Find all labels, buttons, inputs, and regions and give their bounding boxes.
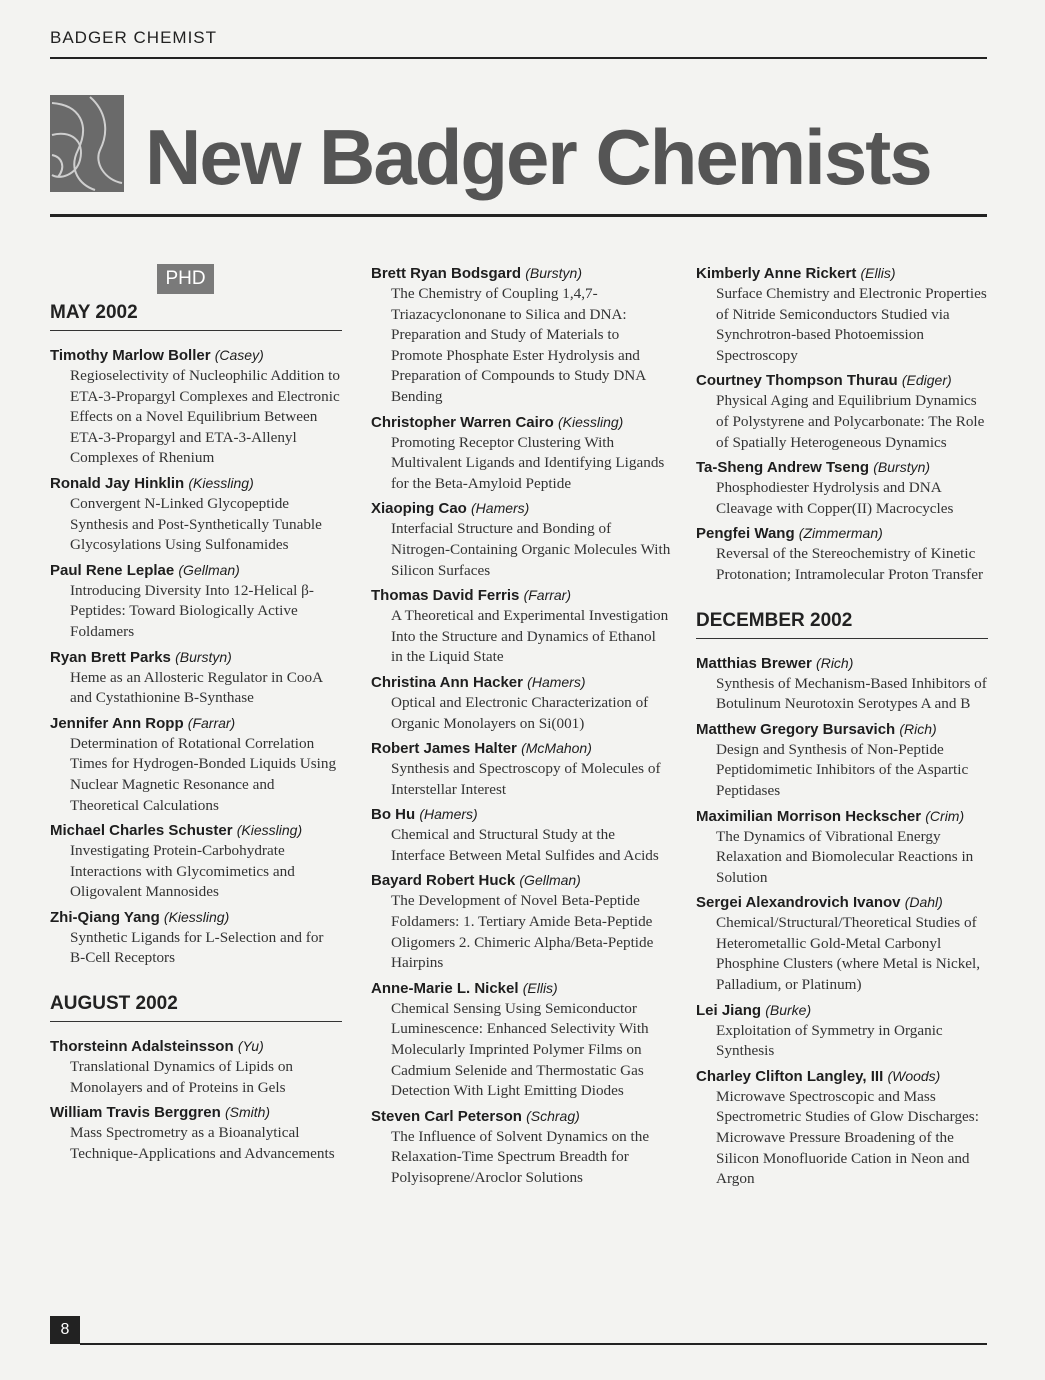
graduate-entry [50,1036,342,1098]
graduate-name-line [371,804,671,825]
thesis-title: Promoting Receptor Clustering With Multivalent Ligands and Identifying Ligands for the Beta-Amyloid Peptide [391,433,665,492]
advisor-name: (Burstyn) [525,265,582,281]
thesis-title: Synthesis and Spectroscopy of Molecules of Interstellar Interest [391,760,661,798]
graduate-name: Bayard Robert Huck [371,872,516,890]
advisor-name: (Burke) [765,1001,812,1018]
graduate-name: Sergei Alexandrovich Ivanov [696,894,901,912]
advisor-name: (Casey) [214,347,264,363]
graduate-name-line [696,1000,988,1021]
bottom-rule [80,1343,987,1345]
advisor-name: (Kiessling) [188,474,254,491]
graduate-entry [371,412,671,495]
section-heading-may: MAY 2002 [50,302,342,331]
thesis-title: Synthesis of Mechanism-Based Inhibitors of Botulinum Neurotoxin Serotypes A and B [716,674,987,713]
graduate-name-line [371,585,671,606]
graduate-name: Zhi-Qiang Yang [50,908,160,926]
advisor-name: (Burstyn) [175,648,232,665]
advisor-name: (Hamers) [471,500,530,517]
graduate-name: Anne-Marie L. Nickel [371,979,519,997]
thesis-title: Convergent N-Linked Glycopeptide Synthesis and Post-Synthetically Tunable Glycosylations Using Sulfonamides [70,494,322,554]
graduate-name: Matthew Gregory Bursavich [696,720,896,738]
graduate-name: Ryan Brett Parks [50,648,171,666]
advisor-name: (Ellis) [860,265,896,281]
title-rule [50,214,987,217]
thesis-title: Determination of Rotational Correlation Times for Hydrogen-Bonded Liquids Using Nuclear Magnetic Resonance and Theoretical Calculations [70,734,337,814]
thesis-title: Phosphodiester Hydrolysis and DNA Cleavage with Copper(II) Macrocycles [716,479,954,517]
graduate-name: Ronald Jay Hinklin [50,474,185,492]
graduate-name-line [50,1102,342,1123]
publication-name: BADGER CHEMIST [50,28,218,47]
thesis-title: Investigating Protein-Carbohydrate Interactions with Glycomimetics and Oligovalent Mannosides [70,842,295,901]
thesis-title: Exploitation of Symmetry in Organic Synthesis [716,1021,943,1060]
graduate-name-line [696,719,988,740]
graduate-name: Pengfei Wang [696,525,795,543]
section-heading-august: AUGUST 2002 [50,993,342,1022]
thesis-title: Optical and Electronic Characterization of Organic Monolayers on Si(001) [391,693,649,732]
phd-badge: PHD [157,264,214,294]
thesis-title: Introducing Diversity Into 12-Helical β-Peptides: Toward Biologically Active Foldamers [70,581,314,640]
graduate-entry [50,647,342,709]
graduate-name-line [50,820,342,841]
thesis-title: Synthetic Ligands for L-Selection and for B-Cell Receptors [70,928,324,967]
thesis-title: Regioselectivity of Nucleophilic Addition to ETA-3-Propargyl Complexes and Electronic Effects on a Novel Equilibrium Between ETA-3-Propargyl and ETA-3-Allenyl Complexes of Rhenium [70,367,340,467]
graduate-entry [50,560,342,643]
graduate-entry [696,892,988,995]
graduate-name-line [371,1106,671,1127]
badger-logo-icon [50,95,124,192]
graduate-entry [696,719,988,802]
graduate-name: Lei Jiang [696,1001,762,1019]
thesis-title: Surface Chemistry and Electronic Properties of Nitride Semiconductors Studied via Synchrotron-based Photoemission Spectroscopy [716,285,987,364]
graduate-entry [50,1102,342,1164]
graduate-name-line [50,907,342,928]
graduate-entry [371,585,671,668]
graduate-name-line [50,560,342,581]
thesis-title: Microwave Spectroscopic and Mass Spectrometric Studies of Glow Discharges: Microwave Pressure Broadening of the Silicon Monofluoride Cation in Neon and Argon [716,1087,979,1188]
advisor-name: (Rich) [816,654,854,671]
graduate-entry [371,498,671,581]
advisor-name: (Dahl) [904,894,943,911]
graduate-entry [371,1106,671,1189]
advisor-name: (Kiessling) [236,822,303,839]
thesis-title: Chemical/Structural/Theoretical Studies of Heterometallic Gold-Metal Carbonyl Phosphine Clusters (where Metal is Nickel, Palladium, or Platinum) [716,914,981,994]
thesis-title: Translational Dynamics of Lipids on Monolayers and of Proteins in Gels [70,1058,294,1096]
graduate-name: Charley Clifton Langley, III [696,1067,884,1085]
thesis-title: A Theoretical and Experimental Investigation Into the Structure and Dynamics of Ethanol in the Liquid State [391,607,669,666]
graduate-name: Brett Ryan Bodsgard [371,265,522,282]
graduate-name-line [696,523,988,544]
graduate-name: Paul Rene Leplae [50,561,175,579]
graduate-entry [371,263,671,408]
advisor-name: (Farrar) [523,587,571,604]
graduate-entry [50,713,342,816]
thesis-title: The Chemistry of Coupling 1,4,7-Triazacyclononane to Silica and DNA: Preparation and Study of Materials to Promote Phosphate Ester Hydrolysis and Preparation of Compounds to Study DNA Bending [391,285,646,405]
advisor-name: (Kiessling) [163,908,230,925]
advisor-name: (Gellman) [178,561,240,578]
advisor-name: (Ediger) [901,372,952,389]
graduate-entry [50,473,342,556]
graduate-name: Christopher Warren Cairo [371,413,554,431]
thesis-title: Reversal of the Stereochemistry of Kinetic Protonation; Intramolecular Proton Transfer [716,545,984,583]
advisor-name: (Smith) [224,1104,271,1121]
graduate-entry [696,523,988,585]
graduate-name-line [50,713,342,734]
graduate-entry [371,804,671,866]
graduate-entry [696,457,988,519]
graduate-name: Robert James Halter [371,740,517,758]
graduate-name: Thorsteinn Adalsteinsson [50,1038,234,1056]
graduate-name-line [371,870,671,891]
graduate-name-line [50,473,342,494]
advisor-name: (Yu) [237,1038,264,1055]
advisor-name: (Ellis) [522,979,558,996]
thesis-title: Heme as an Allosteric Regulator in CooA and Cystathionine B-Synthase [70,668,323,707]
thesis-title: Design and Synthesis of Non-Peptide Peptidomimetic Inhibitors of the Aspartic Peptidases [716,740,969,799]
top-rule [50,57,987,59]
graduate-name-line [371,672,671,693]
graduate-name: Michael Charles Schuster [50,822,233,840]
advisor-name: (Crim) [925,807,965,824]
graduate-name: Timothy Marlow Boller [50,347,211,364]
graduate-name-line [371,412,671,433]
graduate-name: Jennifer Ann Ropp [50,714,184,732]
section-heading-december: DECEMBER 2002 [696,610,988,639]
graduate-name: William Travis Berggren [50,1104,221,1122]
graduate-name-line [371,738,671,759]
advisor-name: (Woods) [887,1067,941,1084]
graduate-name: Matthias Brewer [696,654,812,672]
graduate-entry [696,370,988,453]
graduate-name-line [371,978,671,999]
advisor-name: (Schrag) [526,1107,580,1124]
graduate-entry [696,806,988,889]
thesis-title: Mass Spectrometry as a Bioanalytical Technique-Applications and Advancements [70,1124,335,1162]
page-number: 8 [50,1316,80,1344]
graduate-name-line [696,457,988,478]
graduate-name-line [50,647,342,668]
advisor-name: (McMahon) [521,740,592,757]
thesis-title: Physical Aging and Equilibrium Dynamics of Polystyrene and Polycarbonate: The Role of Spatially Heterogeneous Dynamics [716,392,985,451]
graduate-name-line [696,806,988,827]
column-2 [371,263,671,1193]
graduate-name-line [50,345,342,366]
graduate-entry [371,870,671,973]
page-title: New Badger Chemists [145,113,931,201]
graduate-entry [696,1000,988,1062]
advisor-name: (Kiessling) [557,413,624,430]
thesis-title: The Influence of Solvent Dynamics on the Relaxation-Time Spectrum Breadth for Polyisoprene/Aroclor Solutions [391,1127,650,1186]
graduate-name: Bo Hu [371,806,416,824]
advisor-name: (Hamers) [419,806,478,823]
graduate-name: Thomas David Ferris [371,587,520,605]
thesis-title: The Dynamics of Vibrational Energy Relaxation and Biomolecular Reactions in Solution [716,827,974,886]
graduate-entry [696,653,988,715]
graduate-name: Courtney Thompson Thurau [696,372,898,390]
graduate-name: Steven Carl Peterson [371,1107,522,1125]
graduate-entry [50,345,342,469]
graduate-name-line [371,263,671,284]
graduate-name-line [696,370,988,391]
graduate-entry [50,820,342,903]
graduate-name: Kimberly Anne Rickert [696,265,857,282]
thesis-title: Chemical and Structural Study at the Interface Between Metal Sulfides and Acids [391,826,659,864]
graduate-name-line [371,498,671,519]
column-3 [696,263,988,1194]
graduate-name-line [696,263,988,284]
graduate-entry [371,738,671,800]
graduate-name-line [696,892,988,913]
graduate-name-line [696,1066,988,1087]
advisor-name: (Gellman) [519,872,581,889]
graduate-name: Xiaoping Cao [371,500,467,518]
graduate-name: Maximilian Morrison Heckscher [696,807,922,825]
advisor-name: (Zimmerman) [798,525,883,542]
graduate-name-line [50,1036,342,1057]
graduate-entry [371,672,671,734]
graduate-name: Christina Ann Hacker [371,673,523,691]
thesis-title: The Development of Novel Beta-Peptide Foldamers: 1. Tertiary Amide Beta-Peptide Oligomers 2. Chimeric Alpha/Beta-Peptide Hairpins [391,892,654,972]
thesis-title: Chemical Sensing Using Semiconductor Luminescence: Enhanced Selectivity With Molecularly Imprinted Polymer Films on Cadmium Selenide and Thermostatic Gas Detection With Light Emitting Diodes [391,999,649,1100]
graduate-entry [50,907,342,969]
graduate-name: Ta-Sheng Andrew Tseng [696,459,870,477]
advisor-name: (Farrar) [187,714,236,731]
graduate-entry [696,1066,988,1190]
advisor-name: (Burstyn) [873,459,931,476]
thesis-title: Interfacial Structure and Bonding of Nitrogen-Containing Organic Molecules With Silicon Surfaces [391,520,671,579]
graduate-entry [371,978,671,1102]
graduate-name-line [696,653,988,674]
advisor-name: (Rich) [899,720,937,737]
advisor-name: (Hamers) [527,673,586,690]
column-1 [50,302,342,1168]
graduate-entry [696,263,988,366]
